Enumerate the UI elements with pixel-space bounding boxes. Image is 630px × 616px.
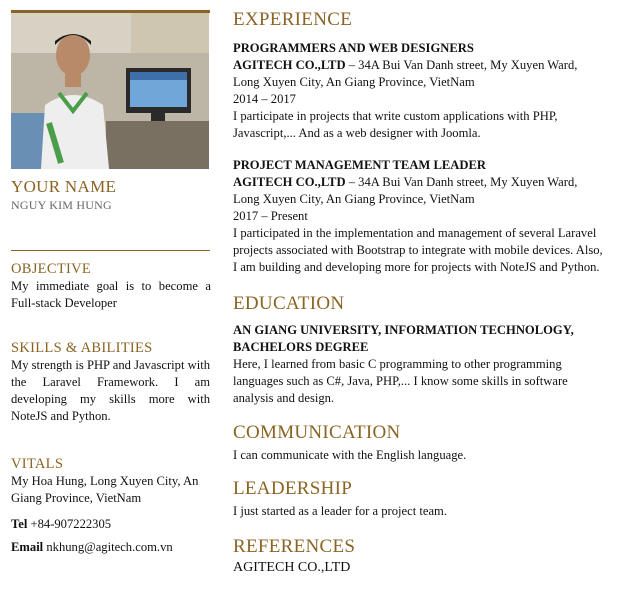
- profile-photo: [11, 13, 209, 169]
- experience-heading: EXPERIENCE: [233, 9, 353, 30]
- education-title: AN GIANG UNIVERSITY, INFORMATION TECHNOLOGY, BACHELORS DEGREE: [233, 323, 574, 354]
- experience-title: PROJECT MANAGEMENT TEAM LEADER: [233, 158, 486, 172]
- skills-section: [11, 340, 210, 425]
- experience-address: – 34A Bui Van Danh street, My Xuyen Ward, Long Xuyen City, An Giang Province, VietNam: [233, 58, 578, 89]
- tel-value: +84-907222305: [30, 517, 112, 531]
- experience-company-line: [233, 57, 603, 91]
- email-line: [11, 540, 210, 555]
- education-entry: [233, 322, 603, 407]
- communication-heading: COMMUNICATION: [233, 422, 401, 443]
- experience-period: 2014 – 2017: [233, 92, 296, 106]
- name-value: NGUY KIM HUNG: [11, 198, 112, 212]
- experience-address: – 34A Bui Van Danh street, My Xuyen Ward, Long Xuyen City, An Giang Province, VietNam: [233, 175, 578, 206]
- references-heading: REFERENCES: [233, 536, 356, 557]
- tel-label: Tel: [11, 517, 28, 531]
- objective-section: [11, 261, 211, 312]
- right-column: [233, 8, 603, 576]
- references-text: AGITECH CO.,LTD: [233, 560, 351, 575]
- skills-text: My strength is PHP and Javascript with the Laravel Framework. I am developing my skills more with NoteJS and Python.: [11, 358, 210, 423]
- left-column: [11, 10, 211, 554]
- email-label: Email: [11, 540, 44, 554]
- skills-heading: SKILLS & ABILITIES: [11, 340, 153, 356]
- communication-text: I can communicate with the English language.: [233, 448, 467, 462]
- objective-text: My immediate goal is to become a Full-stack Developer: [11, 279, 211, 310]
- email-value: nkhung@agitech.com.vn: [46, 540, 173, 554]
- experience-description: I participated in the implementation and management of several Laravel projects associated with Bootstrap to integrate with mobile devices. Also, I am building and developing more for projects with NoteJS and Python.: [233, 226, 603, 274]
- tel-line: [11, 517, 210, 532]
- experience-entry: [233, 40, 603, 142]
- experience-description: I participate in projects that write custom applications with PHP, Javascript,... And as a web designer with Joomla.: [233, 109, 558, 140]
- name-heading: YOUR NAME: [11, 177, 117, 196]
- objective-heading: OBJECTIVE: [11, 261, 92, 277]
- experience-title: PROGRAMMERS AND WEB DESIGNERS: [233, 41, 474, 55]
- vitals-address: My Hoa Hung, Long Xuyen City, An Giang Province, VietNam: [11, 474, 199, 505]
- experience-period: 2017 – Present: [233, 209, 308, 223]
- left-divider: [11, 250, 210, 251]
- experience-company: AGITECH CO.,LTD: [233, 58, 346, 72]
- experience-company: AGITECH CO.,LTD: [233, 175, 346, 189]
- vitals-section: [11, 456, 210, 555]
- education-heading: EDUCATION: [233, 293, 345, 314]
- vitals-heading: VITALS: [11, 456, 64, 472]
- leadership-text: I just started as a leader for a project team.: [233, 504, 447, 518]
- experience-company-line: [233, 174, 603, 208]
- leadership-heading: LEADERSHIP: [233, 478, 353, 499]
- experience-entry: [233, 157, 603, 276]
- education-description: Here, I learned from basic C programming to other programming languages such as C#, Java, PHP,... I know some skills in software analysis and design.: [233, 357, 568, 405]
